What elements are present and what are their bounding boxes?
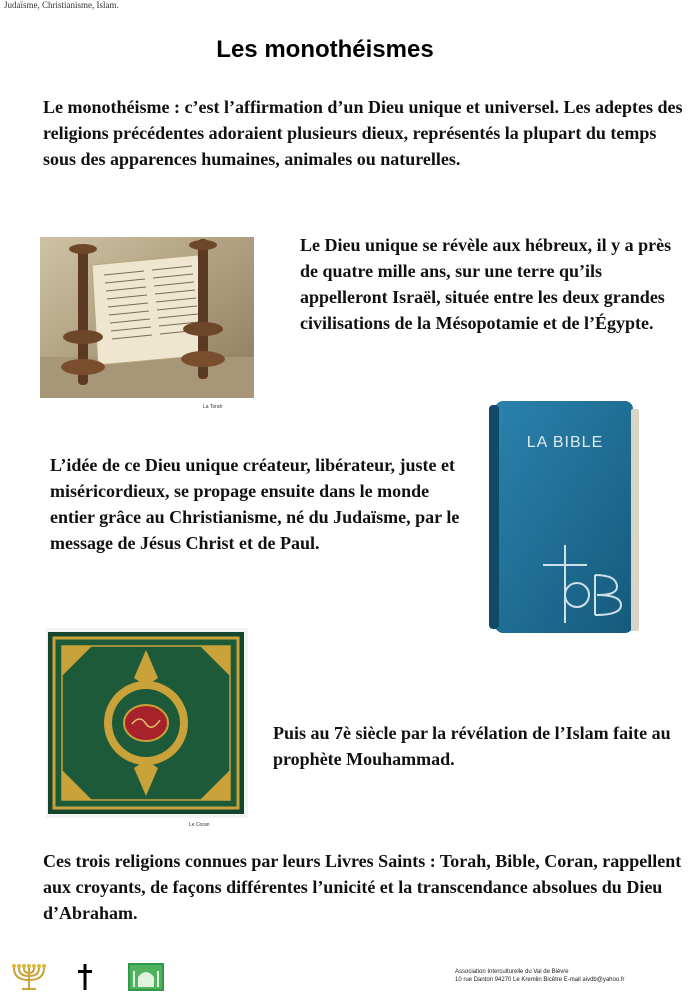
- bible-book-image: [485, 395, 645, 640]
- footer-association: Association Interculturelle du Val de Bièvre: [455, 969, 569, 975]
- torah-caption: La Torah: [203, 404, 223, 410]
- intro-paragraph: Le monothéisme : c’est l’affirmation d’un Dieu unique et universel. Les adeptes des religions précédentes adoraient plusieurs dieux, représentés la plupart du temps sous des apparences humaines, animales ou naturelles.: [43, 97, 683, 169]
- cross-icon: [76, 962, 94, 992]
- page-title: Les monothéismes: [216, 36, 434, 63]
- torah-scroll-image: [40, 237, 254, 398]
- coran-caption: Le Coran: [189, 822, 210, 828]
- judaism-paragraph: Le Dieu unique se révèle aux hébreux, il y a près de quatre mille ans, sur une terre qu’ils appelleront Israël, située entre les deux grandes civilisations de la Mésopotamie et de l’Égypte.: [300, 235, 672, 333]
- mosque-icon: [128, 963, 164, 991]
- header-note: Judaïsme, Christianisme, Islam.: [4, 0, 119, 10]
- footer-address: [455, 968, 625, 984]
- bible-cover-title: LA BIBLE: [526, 434, 604, 451]
- footer-contact: 10 rue Danton 94270 Le Kremlin Bicêtre E-mail aivdb@yahoo.fr: [455, 977, 625, 983]
- coran-book-image: [46, 628, 248, 818]
- menorah-icon: [10, 962, 48, 992]
- christianity-paragraph: L’idée de ce Dieu unique créateur, libérateur, juste et miséricordieux, se propage ensuite dans le monde entier grâce au Christianisme, né du Judaïsme, par le message de Jésus Christ et de Paul.: [50, 455, 460, 553]
- islam-paragraph: Puis au 7è siècle par la révélation de l’Islam faite au prophète Mouhammad.: [273, 723, 671, 769]
- conclusion-paragraph: Ces trois religions connues par leurs Livres Saints : Torah, Bible, Coran, rappellent aux croyants, de façons différentes l’unicité et la transcendance absolues du Dieu d’Abraham.: [43, 851, 682, 923]
